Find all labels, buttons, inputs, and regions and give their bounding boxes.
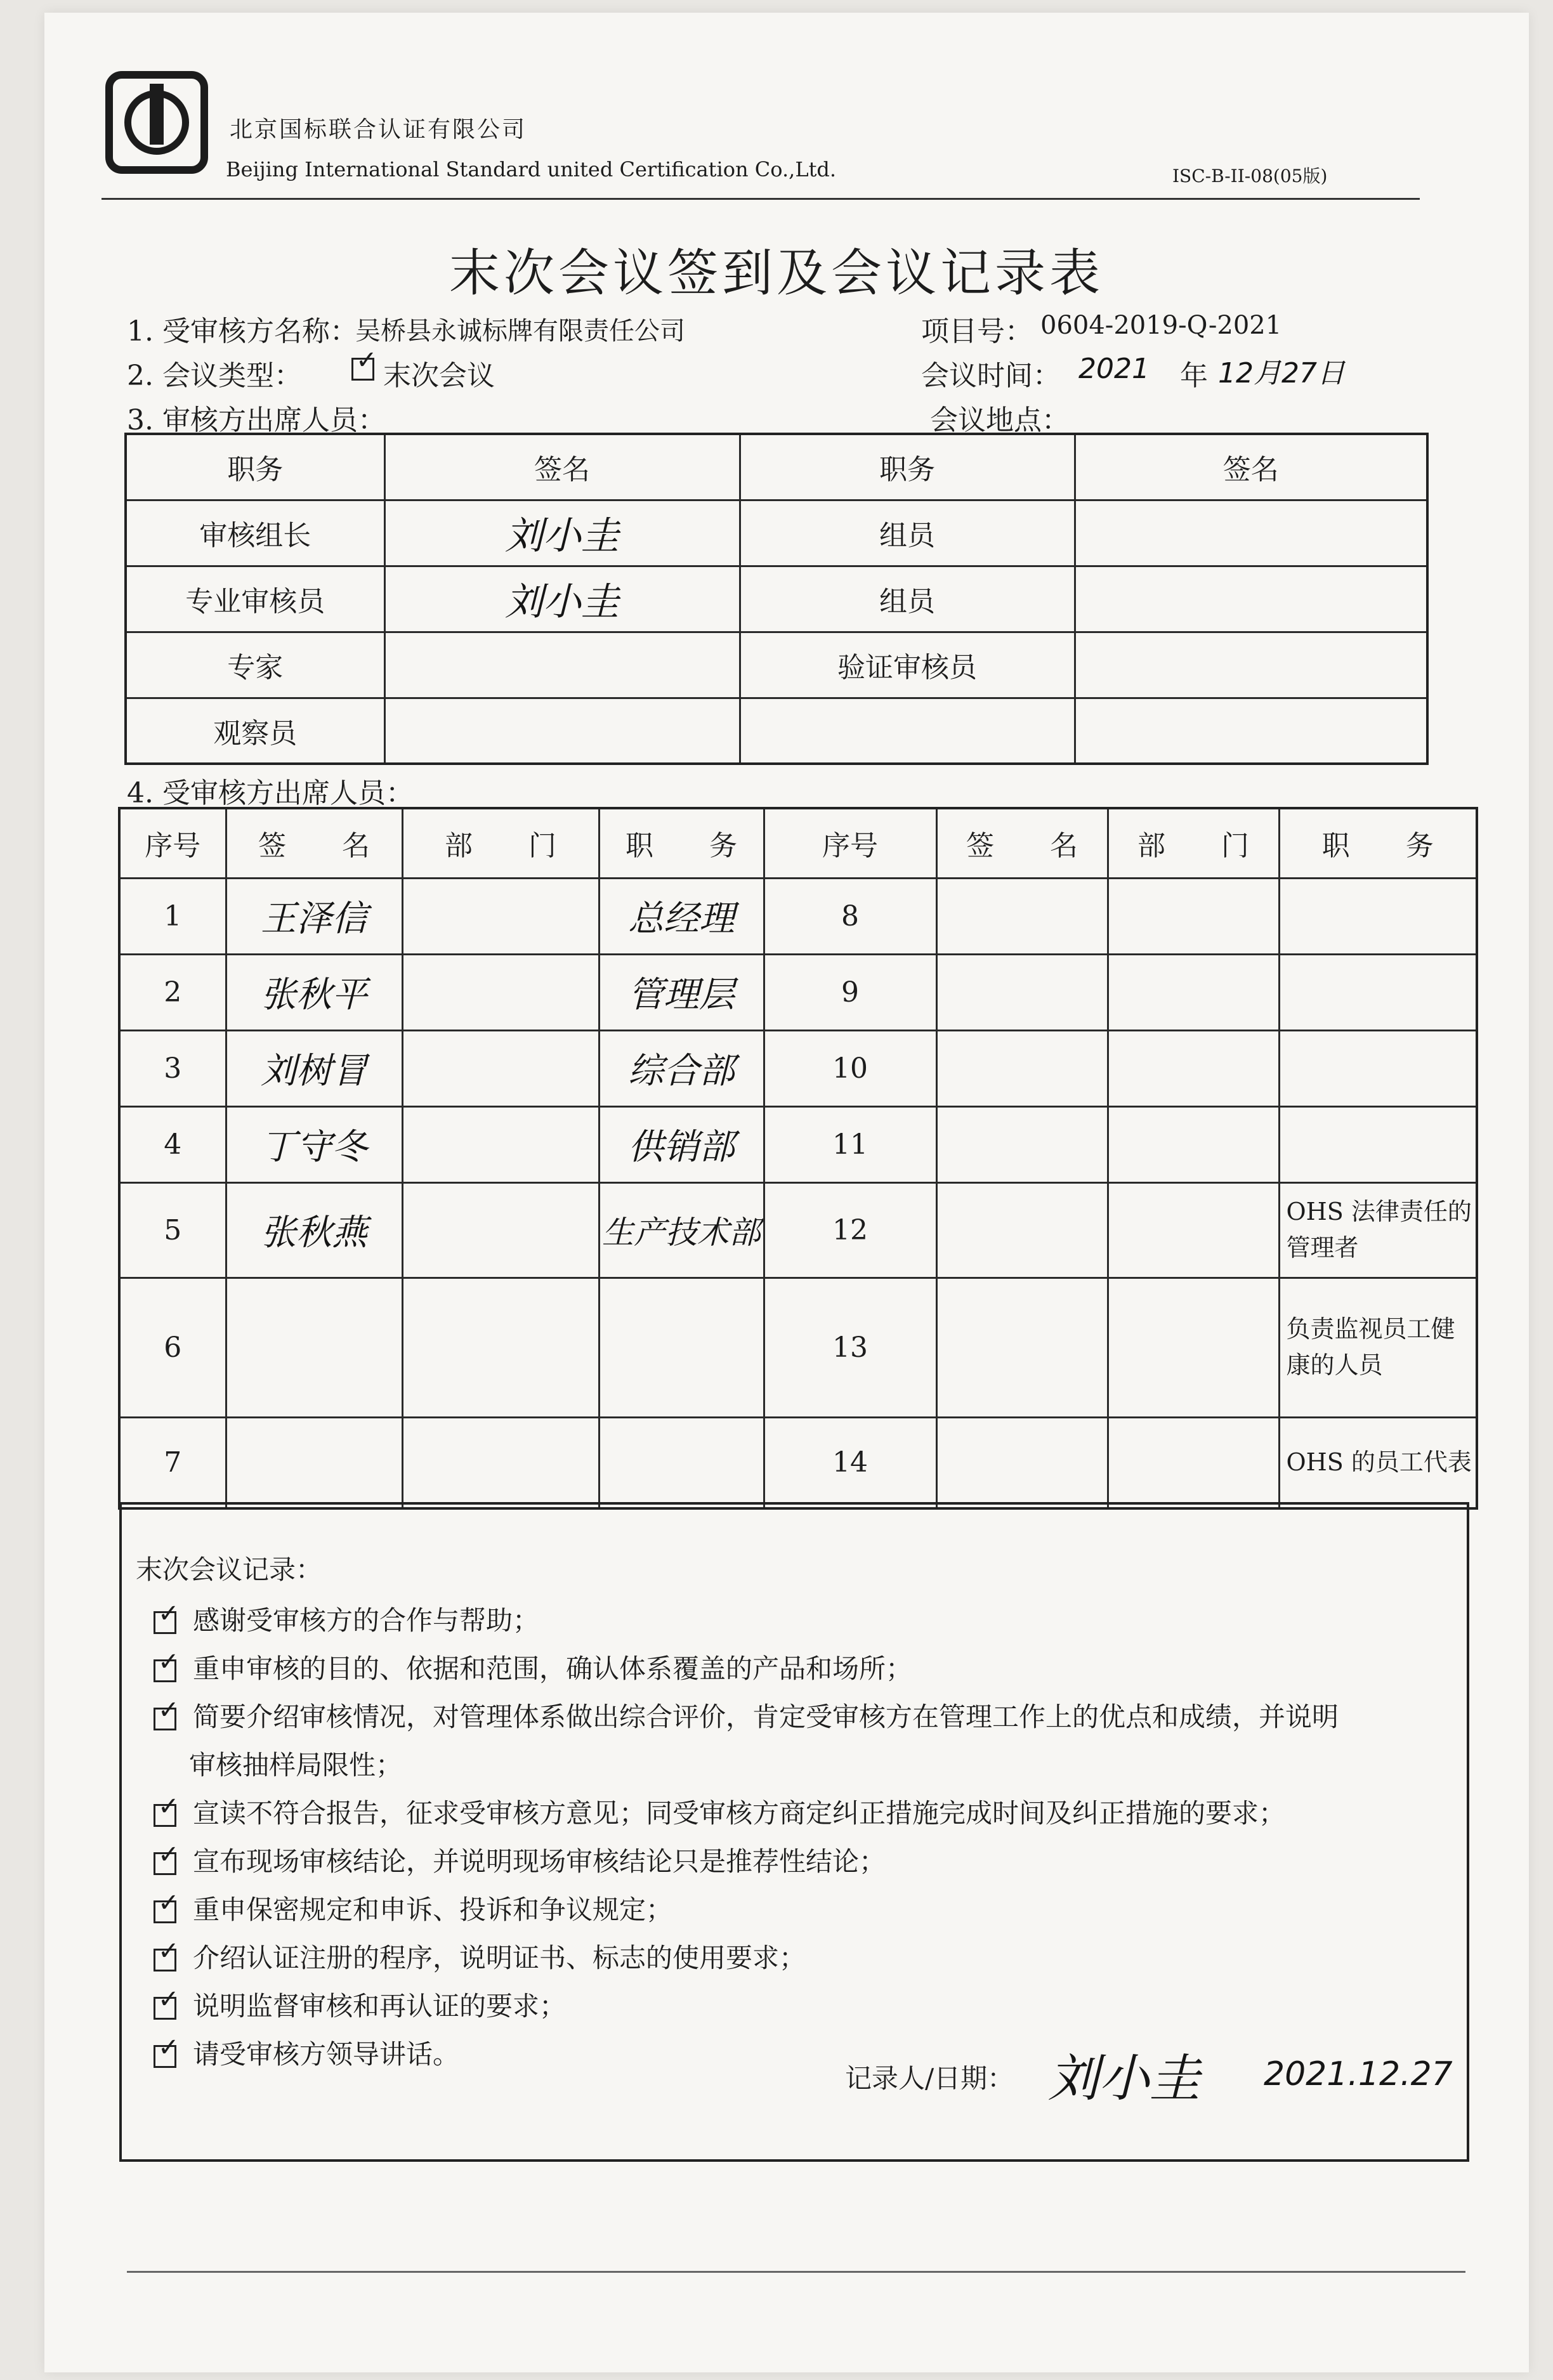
attendee-no: 1 [119, 878, 226, 954]
check-icon [154, 1852, 176, 1875]
meeting-place-label: 会议地点： [930, 404, 1070, 436]
table-row [119, 1182, 1477, 1278]
attendee-position-2: 负责监视员工健康的人员 [1279, 1278, 1477, 1417]
meeting-time-monthday: 12月27日 [1218, 357, 1345, 389]
meeting-type-value: 末次会议 [383, 360, 495, 392]
attendee-dept [402, 954, 599, 1030]
record-item: ✓重申保密规定和申诉、投诉和争议规定； [154, 1889, 672, 1927]
record-item: ✓简要介绍审核情况，对管理体系做出综合评价，肯定受审核方在管理工作上的优点和成绩，并说明 [154, 1696, 1339, 1734]
recorder-signature: 刘小圭 [1048, 2049, 1200, 2108]
attendee-no-2: 8 [764, 878, 936, 954]
attendee-position: 总经理 [599, 878, 764, 954]
attendee-header-dept: 部 门 [402, 808, 599, 878]
attendee-table [118, 807, 1478, 1510]
attendee-signature-2 [936, 1106, 1108, 1182]
check-icon [154, 1804, 176, 1827]
project-label: 项目号： [921, 315, 1033, 348]
attendee-position: 供销部 [599, 1106, 764, 1182]
auditee-label: 1. 受审核方名称： [127, 315, 358, 348]
check-icon [154, 2045, 176, 2068]
attendee-position-2 [1279, 1030, 1477, 1106]
attendee-signature-2 [936, 878, 1108, 954]
check-icon [154, 1900, 176, 1923]
auditor-signature-2 [1075, 632, 1427, 698]
auditor-signature-2 [1075, 500, 1427, 566]
auditor-role: 专家 [126, 632, 384, 698]
attendee-no-2: 12 [764, 1182, 936, 1278]
table-row [119, 1278, 1477, 1417]
check-icon [154, 1611, 176, 1634]
attendee-header-sign: 签 名 [226, 808, 402, 878]
auditor-role: 观察员 [126, 698, 384, 764]
recorder-date: 2021.12.27 [1264, 2055, 1453, 2093]
auditor-signature: 刘小圭 [384, 500, 740, 566]
record-item: ✓宣布现场审核结论，并说明现场审核结论只是推荐性结论； [154, 1841, 886, 1879]
table-row [119, 1030, 1477, 1106]
attendee-no-2: 14 [764, 1417, 936, 1508]
meeting-time-year-unit: 年 [1180, 360, 1208, 392]
check-icon [154, 1708, 176, 1730]
attendee-dept-2 [1108, 1278, 1279, 1417]
attendee-position-2 [1279, 878, 1477, 954]
company-name-en: Beijing International Standard united Certification Co.,Ltd. [226, 157, 837, 181]
attendee-no: 5 [119, 1182, 226, 1278]
attendee-header-pos-2: 职 务 [1279, 808, 1477, 878]
table-row [119, 1106, 1477, 1182]
auditor-header-sign: 签名 [384, 434, 740, 500]
auditor-role-2: 组员 [740, 566, 1075, 632]
auditor-header-sign-2: 签名 [1075, 434, 1427, 500]
attendee-no-2: 9 [764, 954, 936, 1030]
attendee-signature-2 [936, 954, 1108, 1030]
attendee-position: 管理层 [599, 954, 764, 1030]
attendee-no: 4 [119, 1106, 226, 1182]
auditor-signature-2 [1075, 698, 1427, 764]
attendee-signature: 王泽信 [226, 878, 402, 954]
attendees-label: 4. 受审核方出席人员： [127, 777, 414, 809]
header-divider [102, 198, 1420, 200]
attendee-dept [402, 878, 599, 954]
attendee-dept-2 [1108, 878, 1279, 954]
attendee-position [599, 1417, 764, 1508]
attendee-header-pos: 职 务 [599, 808, 764, 878]
auditor-header-role-2: 职务 [740, 434, 1075, 500]
attendee-signature: 刘树冒 [226, 1030, 402, 1106]
auditor-table [124, 433, 1429, 765]
attendee-no-2: 10 [764, 1030, 936, 1106]
auditor-signature [384, 632, 740, 698]
record-item: ✓请受审核方领导讲话。 [154, 2034, 459, 2072]
record-item: ✓介绍认证注册的程序，说明证书、标志的使用要求； [154, 1937, 806, 1975]
attendee-signature-2 [936, 1030, 1108, 1106]
attendee-position [599, 1278, 764, 1417]
check-icon [154, 1659, 176, 1682]
company-logo-icon [105, 71, 208, 174]
auditor-role: 专业审核员 [126, 566, 384, 632]
auditor-role-2: 组员 [740, 500, 1075, 566]
attendee-header-no: 序号 [119, 808, 226, 878]
attendee-no-2: 13 [764, 1278, 936, 1417]
meeting-type-label: 2. 会议类型： [127, 360, 302, 392]
attendee-signature [226, 1278, 402, 1417]
auditee-value: 吴桥县永诚标牌有限责任公司 [355, 317, 685, 346]
meeting-record-box [119, 1502, 1469, 2162]
check-icon [154, 1949, 176, 1971]
attendee-signature-2 [936, 1182, 1108, 1278]
attendee-signature: 丁守冬 [226, 1106, 402, 1182]
table-row [119, 954, 1477, 1030]
meeting-time-year: 2021 [1078, 353, 1150, 385]
attendee-dept-2 [1108, 1106, 1279, 1182]
attendee-dept [402, 1106, 599, 1182]
attendee-no-2: 11 [764, 1106, 936, 1182]
attendee-no: 6 [119, 1278, 226, 1417]
record-item: ✓宣读不符合报告，征求受审核方意见；同受审核方商定纠正措施完成时间及纠正措施的要求； [154, 1793, 1285, 1831]
attendee-position-2: OHS 法律责任的管理者 [1279, 1182, 1477, 1278]
attendee-position-2 [1279, 954, 1477, 1030]
recorder-label: 记录人/日期： [845, 2063, 1014, 2094]
auditor-signature: 刘小圭 [384, 566, 740, 632]
meeting-record-heading: 末次会议记录： [136, 1554, 323, 1585]
table-row [119, 1417, 1477, 1508]
attendee-header-no-2: 序号 [764, 808, 936, 878]
attendee-dept [402, 1278, 599, 1417]
page-title: 末次会议签到及会议记录表 [449, 244, 1104, 303]
table-row [119, 878, 1477, 954]
check-icon [154, 1997, 176, 2020]
attendee-no: 3 [119, 1030, 226, 1106]
auditor-role-2: 验证审核员 [740, 632, 1075, 698]
record-item: ✓感谢受审核方的合作与帮助； [154, 1600, 539, 1638]
attendee-dept-2 [1108, 1030, 1279, 1106]
attendee-position: 综合部 [599, 1030, 764, 1106]
attendee-signature-2 [936, 1278, 1108, 1417]
attendee-signature-2 [936, 1417, 1108, 1508]
auditor-role: 审核组长 [126, 500, 384, 566]
attendee-dept [402, 1030, 599, 1106]
attendee-dept-2 [1108, 1417, 1279, 1508]
attendee-dept [402, 1182, 599, 1278]
attendee-header-sign-2: 签 名 [936, 808, 1108, 878]
record-item: ✓重申审核的目的、依据和范围，确认体系覆盖的产品和场所； [154, 1648, 912, 1686]
attendee-dept-2 [1108, 954, 1279, 1030]
company-name-cn: 北京国标联合认证有限公司 [230, 117, 527, 143]
attendee-header-dept-2: 部 门 [1108, 808, 1279, 878]
record-item: ✓说明监督审核和再认证的要求； [154, 1985, 566, 2024]
attendee-signature: 张秋平 [226, 954, 402, 1030]
attendee-signature [226, 1417, 402, 1508]
meeting-time-label: 会议时间： [921, 360, 1061, 392]
attendee-position-2 [1279, 1106, 1477, 1182]
auditor-header-role: 职务 [126, 434, 384, 500]
auditor-signature [384, 698, 740, 764]
attendee-position-2: OHS 的员工代表 [1279, 1417, 1477, 1508]
auditors-label: 3. 审核方出席人员： [127, 404, 386, 436]
attendee-signature: 张秋燕 [226, 1182, 402, 1278]
auditor-signature-2 [1075, 566, 1427, 632]
project-value: 0604-2019-Q-2021 [1040, 311, 1282, 340]
auditor-role-2 [740, 698, 1075, 764]
record-item-continued: 审核抽样局限性； [189, 1749, 403, 1781]
attendee-dept-2 [1108, 1182, 1279, 1278]
attendee-dept [402, 1417, 599, 1508]
document-number: ISC-B-II-08(05版) [1172, 166, 1328, 186]
attendee-no: 2 [119, 954, 226, 1030]
attendee-position: 生产技术部 [599, 1182, 764, 1278]
footer-divider [127, 2271, 1465, 2273]
attendee-no: 7 [119, 1417, 226, 1508]
